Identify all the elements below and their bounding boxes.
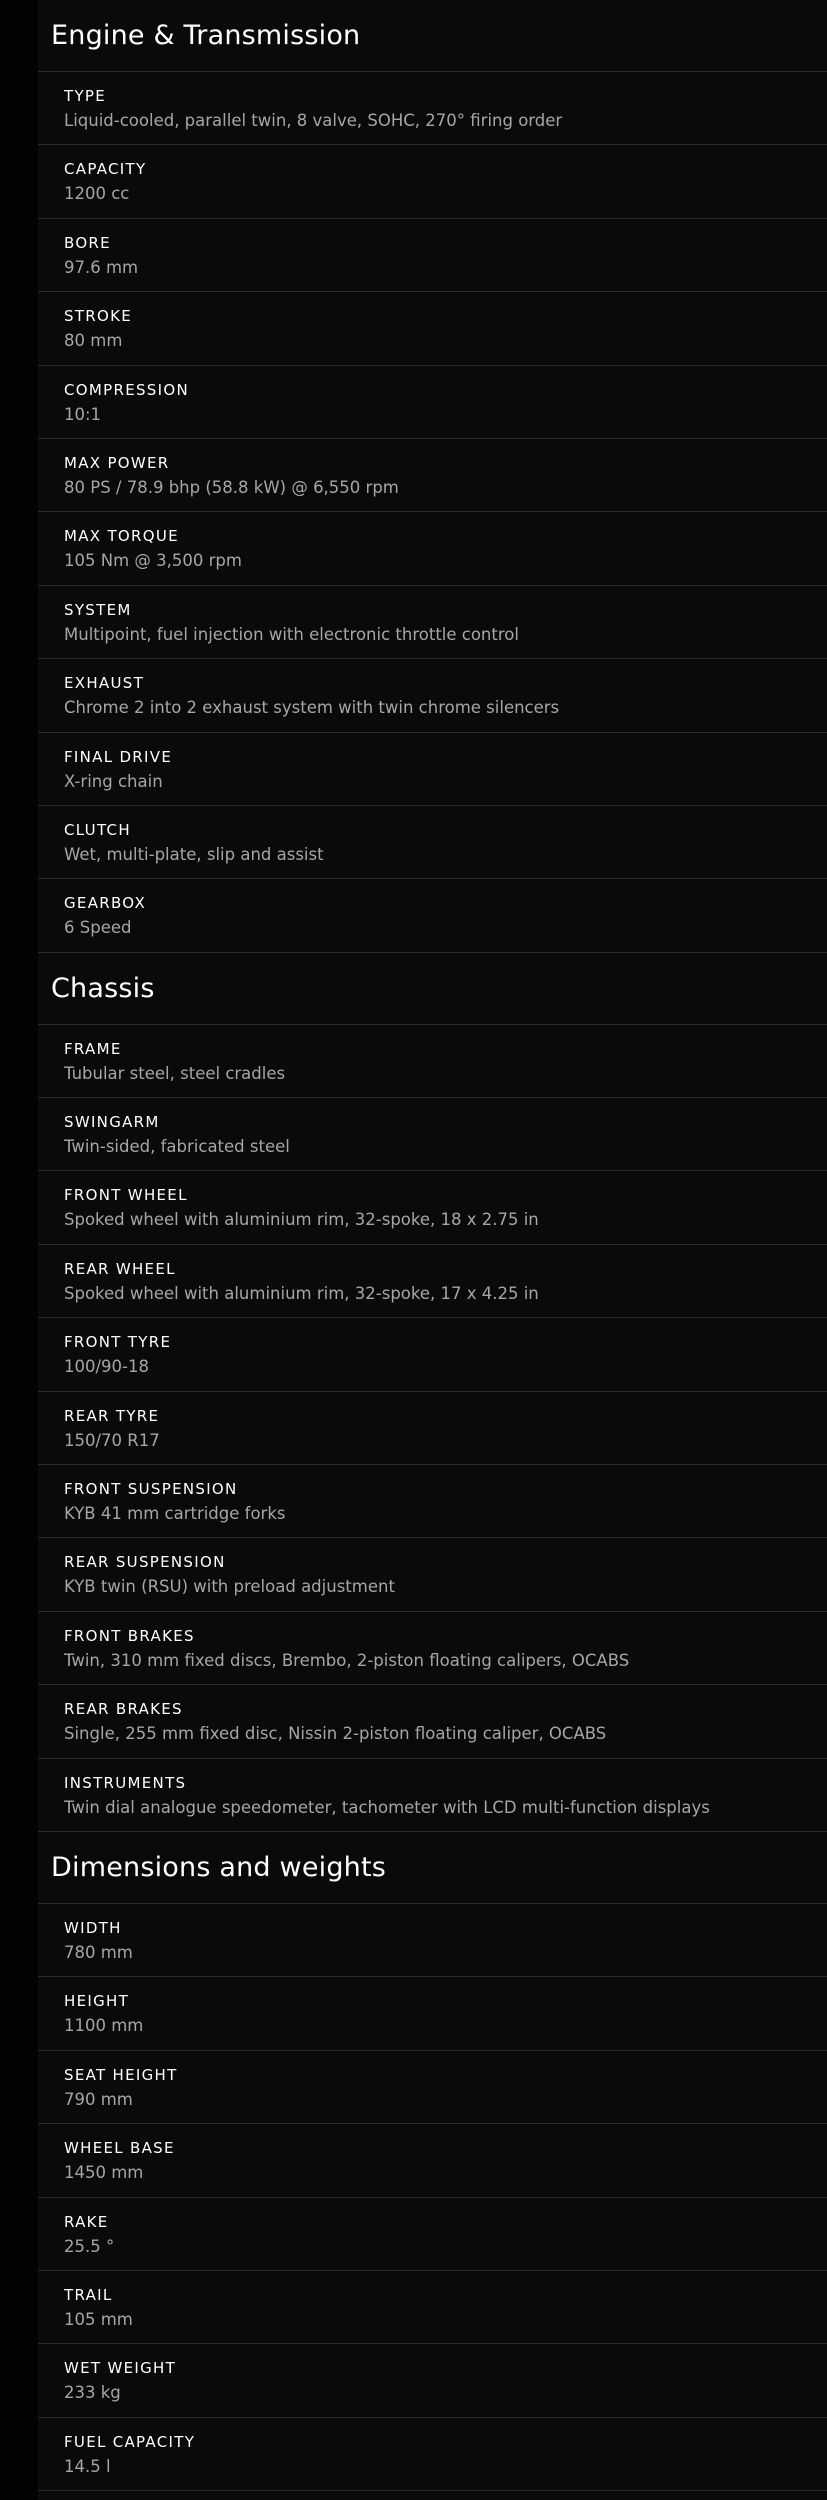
spec-label: FRONT WHEEL bbox=[64, 1186, 188, 1205]
section-header bbox=[38, 1832, 827, 1904]
spec-label: FRAME bbox=[64, 1039, 122, 1058]
spec-row-bore bbox=[38, 219, 827, 292]
spec-value: Spoked wheel with aluminium rim, 32-spoke, 17 x 4.25 in bbox=[64, 1283, 539, 1303]
spec-label: TYPE bbox=[64, 87, 107, 105]
spec-value: 80 mm bbox=[64, 331, 123, 351]
section-title: Chassis bbox=[51, 972, 155, 1004]
spec-value: 233 kg bbox=[64, 2383, 121, 2403]
spec-row-stroke bbox=[38, 292, 827, 365]
spec-value: Chrome 2 into 2 exhaust system with twin chrome silencers bbox=[64, 698, 560, 718]
section-title: Engine & Transmission bbox=[51, 20, 361, 51]
spec-row-height bbox=[38, 1977, 827, 2050]
spec-row-gearbox bbox=[38, 879, 827, 952]
spec-label: CAPACITY bbox=[64, 160, 147, 179]
section-header bbox=[38, 0, 827, 72]
section-dimensions-weights bbox=[38, 1832, 827, 2491]
spec-label: SEAT HEIGHT bbox=[64, 2065, 178, 2084]
spec-row-fuel-capacity bbox=[38, 2418, 827, 2491]
spec-row-wet-weight bbox=[38, 2344, 827, 2417]
spec-row-max-torque bbox=[38, 512, 827, 585]
spec-value: Twin dial analogue speedometer, tachometer with LCD multi-function displays bbox=[64, 1797, 710, 1817]
spec-label: EXHAUST bbox=[64, 674, 145, 693]
spec-row-compression bbox=[38, 366, 827, 439]
spec-row-front-suspension bbox=[38, 1465, 827, 1538]
spec-value: 780 mm bbox=[64, 1942, 133, 1962]
spec-label: FRONT SUSPENSION bbox=[64, 1480, 238, 1499]
spec-value: 80 PS / 78.9 bhp (58.8 kW) @ 6,550 rpm bbox=[64, 477, 399, 497]
spec-label: REAR TYRE bbox=[64, 1406, 160, 1425]
spec-row-seat-height bbox=[38, 2051, 827, 2124]
spec-value: Multipoint, fuel injection with electronic throttle control bbox=[64, 624, 519, 644]
spec-label: REAR SUSPENSION bbox=[64, 1553, 226, 1572]
spec-value: 25.5 ° bbox=[64, 2236, 115, 2256]
spec-value: 790 mm bbox=[64, 2089, 133, 2109]
specifications-panel bbox=[38, 0, 827, 2500]
spec-value: 105 Nm @ 3,500 rpm bbox=[64, 551, 242, 571]
spec-row-swingarm bbox=[38, 1098, 827, 1171]
spec-label: TRAIL bbox=[64, 2285, 113, 2304]
spec-value: 6 Speed bbox=[64, 918, 132, 938]
spec-row-rear-suspension bbox=[38, 1538, 827, 1611]
spec-row-rear-tyre bbox=[38, 1392, 827, 1465]
spec-row-rear-wheel bbox=[38, 1245, 827, 1318]
spec-label: SYSTEM bbox=[64, 600, 132, 619]
spec-value: 10:1 bbox=[64, 404, 102, 424]
spec-row-system bbox=[38, 586, 827, 659]
spec-value: KYB 41 mm cartridge forks bbox=[64, 1504, 286, 1524]
spec-value: Spoked wheel with aluminium rim, 32-spoke, 18 x 2.75 in bbox=[64, 1210, 539, 1230]
spec-label: COMPRESSION bbox=[64, 380, 189, 399]
spec-row-type bbox=[38, 72, 827, 145]
spec-label: CLUTCH bbox=[64, 820, 131, 839]
spec-row-wheel-base bbox=[38, 2124, 827, 2197]
spec-row-max-power bbox=[38, 439, 827, 512]
spec-value: Wet, multi-plate, slip and assist bbox=[64, 844, 324, 864]
spec-value: Twin-sided, fabricated steel bbox=[64, 1137, 290, 1157]
spec-value: 105 mm bbox=[64, 2309, 133, 2329]
spec-value: Liquid-cooled, parallel twin, 8 valve, SOHC, 270° firing order bbox=[64, 111, 563, 130]
spec-label: FRONT TYRE bbox=[64, 1333, 172, 1352]
section-title: Dimensions and weights bbox=[51, 1851, 387, 1883]
section-engine-transmission bbox=[38, 0, 827, 953]
spec-value: 97.6 mm bbox=[64, 257, 139, 277]
spec-label: FINAL DRIVE bbox=[64, 747, 173, 766]
spec-row-clutch bbox=[38, 806, 827, 879]
spec-value: Tubular steel, steel cradles bbox=[64, 1063, 286, 1083]
spec-row-front-wheel bbox=[38, 1171, 827, 1244]
spec-label: WIDTH bbox=[64, 1918, 122, 1937]
spec-value: Single, 255 mm fixed disc, Nissin 2-piston floating caliper, OCABS bbox=[64, 1724, 607, 1744]
spec-label: INSTRUMENTS bbox=[64, 1773, 187, 1792]
spec-value: KYB twin (RSU) with preload adjustment bbox=[64, 1577, 395, 1597]
spec-value: X-ring chain bbox=[64, 771, 163, 791]
spec-label: BORE bbox=[64, 233, 111, 252]
spec-value: 1450 mm bbox=[64, 2163, 144, 2183]
spec-row-rear-brakes bbox=[38, 1685, 827, 1758]
spec-label: STROKE bbox=[64, 307, 133, 326]
spec-row-rake bbox=[38, 2198, 827, 2271]
spec-row-capacity bbox=[38, 145, 827, 218]
spec-row-final-drive bbox=[38, 733, 827, 806]
section-header bbox=[38, 953, 827, 1025]
spec-label: WET WEIGHT bbox=[64, 2359, 177, 2378]
spec-value: 14.5 l bbox=[64, 2456, 111, 2476]
spec-row-instruments bbox=[38, 1759, 827, 1832]
spec-value: 1100 mm bbox=[64, 2016, 144, 2036]
spec-label: SWINGARM bbox=[64, 1113, 160, 1132]
spec-row-exhaust bbox=[38, 659, 827, 732]
spec-value: 150/70 R17 bbox=[64, 1430, 160, 1450]
spec-value: 100/90-18 bbox=[64, 1357, 149, 1377]
spec-label: GEARBOX bbox=[64, 894, 147, 913]
section-chassis bbox=[38, 953, 827, 1832]
spec-row-front-brakes bbox=[38, 1612, 827, 1685]
spec-label: HEIGHT bbox=[64, 1992, 130, 2011]
spec-label: RAKE bbox=[64, 2212, 109, 2231]
spec-value: 1200 cc bbox=[64, 184, 130, 204]
spec-value: Twin, 310 mm fixed discs, Brembo, 2-piston floating calipers, OCABS bbox=[64, 1650, 630, 1670]
spec-label: WHEEL BASE bbox=[64, 2139, 175, 2158]
spec-label: FRONT BRAKES bbox=[64, 1626, 195, 1645]
spec-label: REAR BRAKES bbox=[64, 1700, 183, 1719]
spec-row-trail bbox=[38, 2271, 827, 2344]
spec-label: MAX TORQUE bbox=[64, 527, 179, 546]
spec-label: MAX POWER bbox=[64, 453, 170, 472]
spec-label: FUEL CAPACITY bbox=[64, 2432, 196, 2451]
spec-row-front-tyre bbox=[38, 1318, 827, 1391]
spec-row-frame bbox=[38, 1025, 827, 1098]
spec-row-width bbox=[38, 1904, 827, 1977]
spec-label: REAR WHEEL bbox=[64, 1259, 176, 1278]
